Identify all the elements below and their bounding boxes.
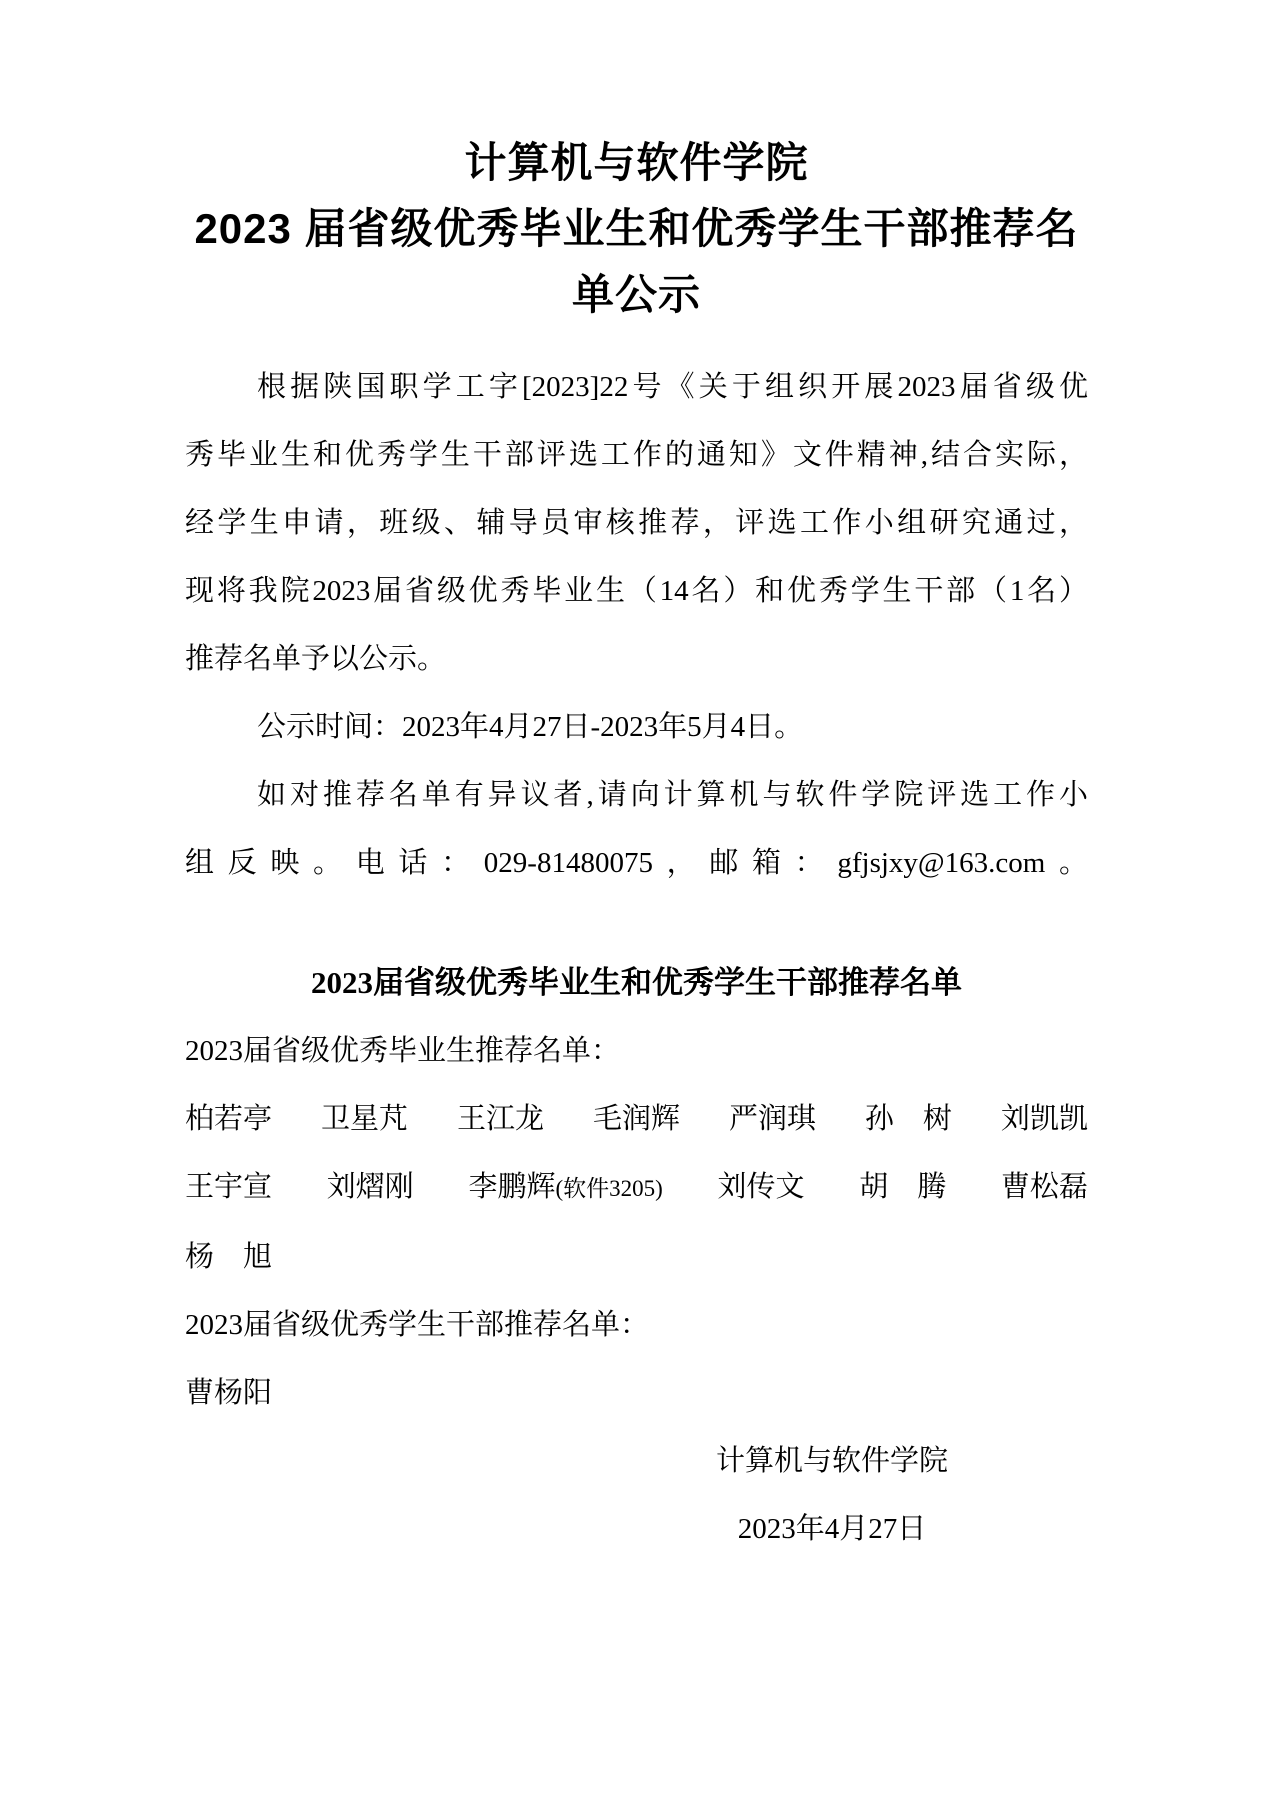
graduate-name: 孙 树 <box>864 1103 952 1135</box>
graduate-name: 严润琪 <box>728 1103 816 1135</box>
graduate-name: 刘传文 <box>717 1171 805 1203</box>
contact-line-1: 如对推荐名单有异议者,请向计算机与软件学院评选工作小 <box>257 779 1088 811</box>
signature-date: 2023年4月27日 <box>737 1513 927 1545</box>
paragraph-1-line-5: 推荐名单予以公示。 <box>185 643 447 675</box>
cadre-name: 曹杨阳 <box>185 1377 273 1409</box>
signature-org: 计算机与软件学院 <box>715 1445 948 1477</box>
announcement-body <box>185 353 1088 897</box>
graduate-name: 杨 旭 <box>185 1241 273 1273</box>
graduate-name: 胡 腾 <box>859 1171 947 1203</box>
class-note: (软件3205) <box>555 1176 663 1201</box>
graduate-name: 刘凯凯 <box>1000 1103 1088 1135</box>
graduate-name: 卫星芃 <box>320 1103 408 1135</box>
graduate-name: 刘熠刚 <box>326 1171 414 1203</box>
graduate-name: 毛润辉 <box>592 1103 680 1135</box>
title-line-2: 2023 届省级优秀毕业生和优秀学生干部推荐名 <box>194 205 1079 252</box>
graduates-label: 2023届省级优秀毕业生推荐名单： <box>185 1035 621 1067</box>
document-title <box>185 130 1088 328</box>
title-line-1: 计算机与软件学院 <box>464 139 809 186</box>
paragraph-1-line-4: 现将我院2023届省级优秀毕业生（14名）和优秀学生干部（1名） <box>185 575 1088 607</box>
graduate-name-row-1 <box>185 1085 1088 1153</box>
graduate-name: 柏若亭 <box>185 1103 273 1135</box>
cadre-name-row <box>185 1359 1088 1427</box>
graduate-name: 李鹏辉 <box>468 1171 556 1203</box>
paragraph-1-line-1: 根据陕国职学工字[2023]22号《关于组织开展2023届省级优 <box>257 371 1088 403</box>
paragraph-1-line-3: 经学生申请，班级、辅导员审核推荐，评选工作小组研究通过， <box>185 507 1088 539</box>
graduate-name: 王江龙 <box>456 1103 544 1135</box>
roster-heading: 2023届省级优秀毕业生和优秀学生干部推荐名单 <box>311 965 962 1000</box>
graduate-name-with-note <box>468 1153 662 1223</box>
signature-block <box>716 1427 948 1563</box>
publicity-period-line: 公示时间：2023年4月27日-2023年5月4日。 <box>257 711 804 743</box>
graduate-name-row-3 <box>185 1223 1088 1291</box>
graduate-name: 曹松磊 <box>1000 1171 1088 1203</box>
contact-line-2: 组反映。电话：029-81480075，邮箱：gfjsjxy@163.com。 <box>185 847 1088 879</box>
paragraph-1-line-2: 秀毕业生和优秀学生干部评选工作的通知》文件精神,结合实际， <box>185 439 1088 471</box>
graduate-name: 王宇宣 <box>185 1171 273 1203</box>
title-line-3: 单公示 <box>571 271 701 318</box>
cadres-label: 2023届省级优秀学生干部推荐名单： <box>185 1309 650 1341</box>
graduate-name-row-2 <box>185 1153 1088 1223</box>
